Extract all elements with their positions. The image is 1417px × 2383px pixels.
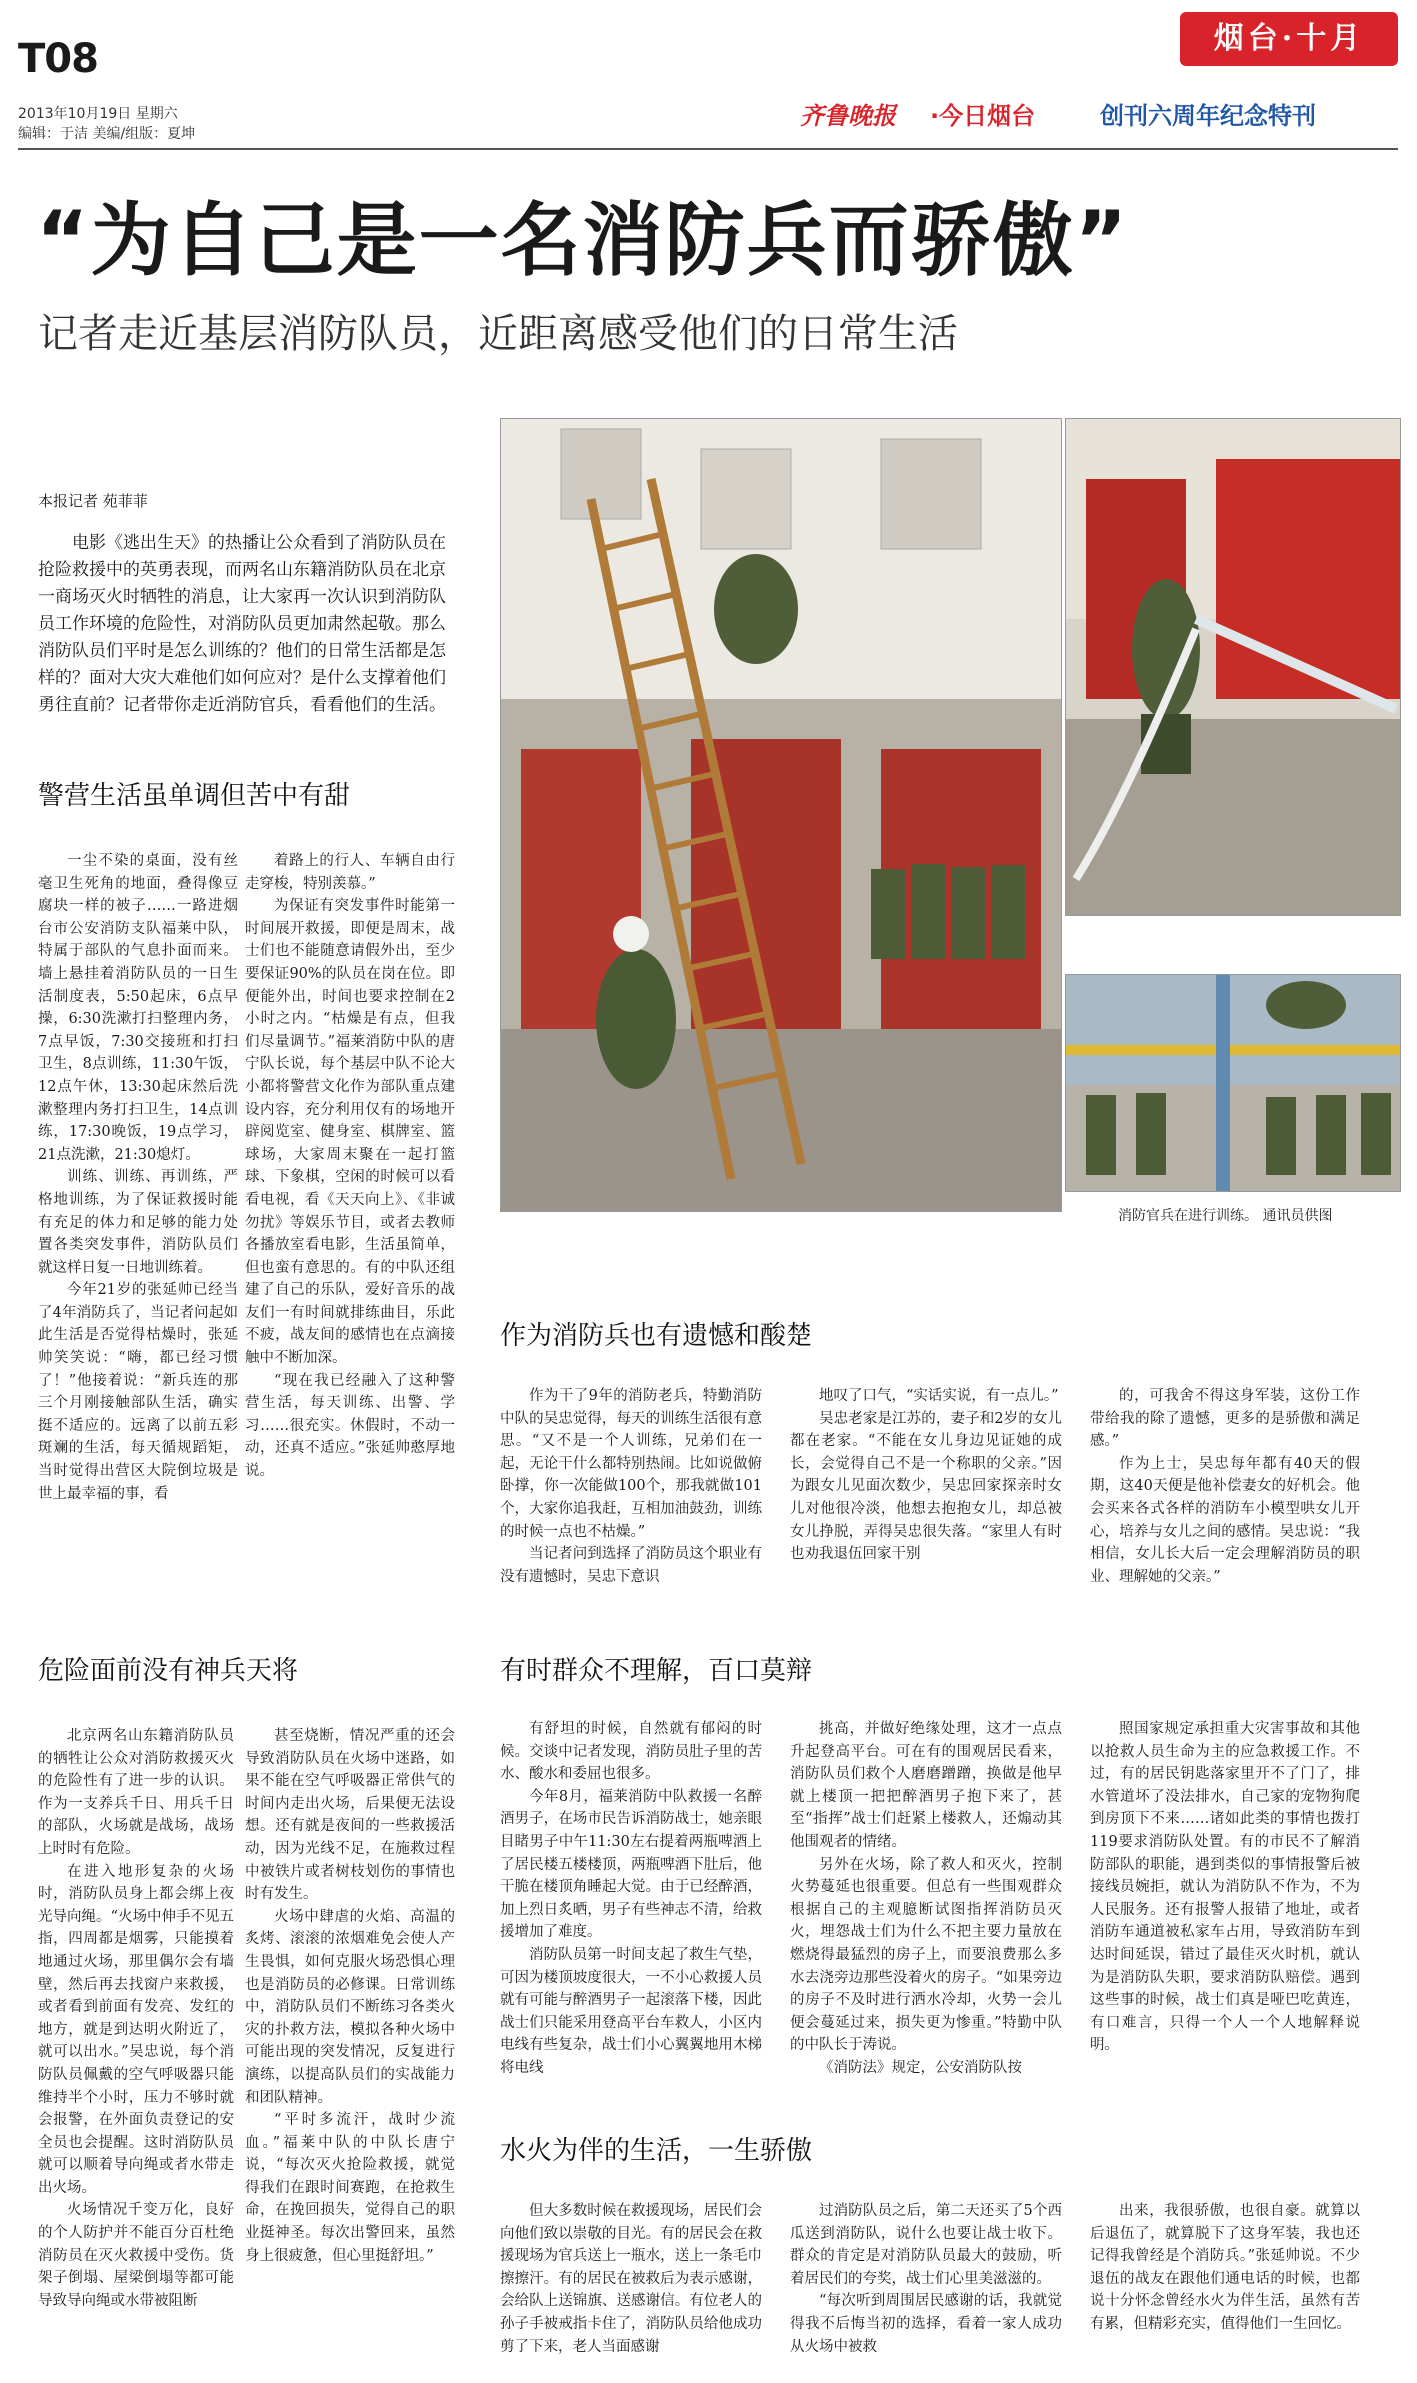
anniversary-title: 创刊六周年纪念特刊 <box>1100 102 1316 130</box>
section-1-column-1: 一尘不染的桌面，没有丝毫卫生死角的地面，叠得像豆腐块一样的被子……一路进烟台市公安消防支队福莱中队，特属于部队的气息扑面而来。墙上悬挂着消防队员的一日生活制度表，5:50起床，6点早操，6:30洗漱打扫整理内务，7点早饭，7:30交接班和打扫卫生，8点训练，11:30午饭，12点午休，13:30起床然后洗漱整理内务打扫卫生，14点训练，17:30晚饭，19点学习，21点洗漱，21:30熄灯。 训练、训练、再训练，严格地训练，为了保证救援时能有充足的体力和足够的能力处置各类突发事件，消防队员们就这样日复一日地训练着。 今年21岁的张延帅已经当了4年消防兵了，当记者问起如此生活是否觉得枯燥时，张延帅笑笑说：“嗨，都已经习惯了！”他接着说：“新兵连的那三个月刚接触部队生活，确实挺不适应的。远离了以前五彩斑斓的生活，每天循规蹈矩，当时觉得出营区大院倒垃圾是世上最幸福的事，看 <box>38 853 238 1502</box>
photo-caption: 消防官兵在进行训练。 通讯员供图 <box>1118 1208 1333 1224</box>
section-2-column-3: 的，可我舍不得这身军装，这份工作带给我的除了遗憾，更多的是骄傲和满足感。” 作为上士，吴忠每年都有40天的假期，这40天便是他补偿妻女的好机会。他会买来各式各样的消防车小模型哄女儿开心，培养与女儿之间的感情。吴忠说：“我相信，女儿长大后一定会理解消防员的职业、理解她的父亲。” <box>1090 1388 1360 1585</box>
section-2-column-2: 地叹了口气，“实话实说，有一点儿。” 吴忠老家是江苏的，妻子和2岁的女儿都在老家。“不能在女儿身边见证她的成长，会觉得自己不是一个称职的父亲。”因为跟女儿见面次数少，吴忠回家探亲时女儿对他很冷淡，他想去抱抱女儿，却总被女儿挣脱，弄得吴忠很失落。“家里人有时也劝我退伍回家干别 <box>790 1388 1062 1563</box>
header-rule <box>18 148 1398 150</box>
section-1-column-2: 着路上的行人、车辆自由行走穿梭，特别羡慕。” 为保证有突发事件时能第一时间展开救援，即便是周末，战士们也不能随意请假外出，至少要保证90%的队员在岗在位。即便能外出，时间也要求控制在2小时之内。“枯燥是有点，但我们尽量调节。”福莱消防中队的唐宁队长说，每个基层中队不论大小都将警营文化作为部队重点建设内容，充分利用仅有的场地开辟阅览室、健身室、棋牌室、篮球场，大家周末聚在一起打篮球、下象棋，空闲的时候可以看看电视，看《天天向上》、《非诚勿扰》等娱乐节目，或者去教师各播放室看电影，生活虽简单，但也蛮有意思的。有的中队还组建了自己的乐队，爱好音乐的战友们一有时间就排练曲目，乐此不疲，战友间的感情也在点滴接触中不断加深。 “现在我已经融入了这种警营生活，每天训练、出警、学习……很充实。休假时，不动一动，还真不适应。”张延帅憨厚地说。 <box>245 853 455 1480</box>
section-5-column-1: 但大多数时候在救援现场，居民们会向他们致以崇敬的目光。有的居民会在救援现场为官兵送上一瓶水，送上一条毛巾擦擦汗。有的居民在被救后为表示感谢，会给队上送锦旗、送感谢信。有位老人的孙子手被戒指卡住了，消防队员给他成功剪了下来，老人当面感谢 <box>500 2203 762 2355</box>
headline: “为自己是一名消防兵而骄傲” <box>36 194 1130 287</box>
brand-wanbao: 齐鲁晚报 <box>800 101 896 130</box>
section-title-3: 危险面前没有神兵天将 <box>38 1656 299 1686</box>
intro-paragraph: 电影《逃出生天》的热播让公众看到了消防队员在抢险救援中的英勇表现，而两名山东籍消防队员在北京一商场灭火时牺牲的消息，让大家再一次认识到消防队员工作环境的危险性，对消防队员更加肃然起敬。那么消防队员们平时是怎么训练的？他们的日常生活都是怎样的？面对大灾大难他们如何应对？是什么支撑着他们勇往直前？记者带你走近消防官兵，看看他们的生活。 <box>38 533 446 715</box>
photo-hose-training <box>1065 418 1401 916</box>
date-line: 2013年10月19日 星期六 <box>18 106 178 122</box>
subheadline: 记者走近基层消防队员，近距离感受他们的日常生活 <box>38 311 958 357</box>
section-3-column-1: 北京两名山东籍消防队员的牺牲让公众对消防救援灭火的危险性有了进一步的认识。作为一支养兵千日、用兵千日的部队，火场就是战场，战场上时时有危险。 在进入地形复杂的火场时，消防队员身上都会绑上夜光导向绳。“火场中伸手不见五指，四周都是烟雾，只能摸着地通过火场，那里偶尔会有墙壁，然后再去找窗户来救援，或者看到前面有发亮、发红的地方，就是到达明火附近了，就可以出水。”吴忠说，每个消防队员佩戴的空气呼吸器只能维持半个小时，压力不够时就会报警，在外面负责登记的安全员也会提醒。这时消防队员就可以顺着导向绳或者水带走出火场。 火场情况千变万化，良好的个人防护并不能百分百杜绝消防员在灭火救援中受伤。货架子倒塌、屋梁倒塌等都可能导致导向绳或水带被阻断 <box>38 1728 234 2309</box>
photo-bar-training <box>1065 974 1401 1192</box>
section-title-2: 作为消防兵也有遗憾和酸楚 <box>500 1321 813 1351</box>
page-number: T08 <box>18 36 98 82</box>
brand-jinri: ·今日烟台 <box>930 102 1036 130</box>
byline: 本报记者 苑菲菲 <box>38 492 148 510</box>
section-4-column-1: 有舒坦的时候，自然就有郁闷的时候。交谈中记者发现，消防员肚子里的苦水、酸水和委屈也很多。 今年8月，福莱消防中队救援一名醉酒男子，在场市民告诉消防战士，她亲眼目睹男子中午11:30左右提着两瓶啤酒上了居民楼五楼楼顶，两瓶啤酒下肚后，他干脆在楼顶角睡起大觉。由于已经醉酒，加上烈日炙晒，男子有些神志不清，给救援增加了难度。 消防队员第一时间支起了救生气垫，可因为楼顶坡度很大，一不小心救援人员就有可能与醉酒男子一起滚落下楼，因此战士们只能采用登高平台车救人，小区内电线有些复杂，战士们小心翼翼地用木梯将电线 <box>500 1721 762 2076</box>
section-2-column-1: 作为干了9年的消防老兵，特勤消防中队的吴忠觉得，每天的训练生活很有意思。“又不是一个人训练，兄弟们在一起，无论干什么都特别热闹。比如说做俯卧撑，你一次能做100个，那我就做101个，大家你追我赶，互相加油鼓劲，训练的时候一点也不枯燥。” 当记者问到选择了消防员这个职业有没有遗憾时，吴忠下意识 <box>500 1388 762 1585</box>
section-title-4: 有时群众不理解，百口莫辩 <box>500 1656 813 1686</box>
section-5-column-3: 出来，我很骄傲，也很自豪。就算以后退伍了，就算脱下了这身军装，我也还记得我曾经是个消防兵。”张延帅说。不少退伍的战友在跟他们通电话的时候，也都说十分怀念曾经水火为伴生活，虽然有苦有累，但精彩充实，值得他们一生回忆。 <box>1090 2203 1360 2332</box>
editor-line: 编辑：于洁 美编/组版：夏坤 <box>18 126 196 142</box>
photo-ladder-training <box>500 418 1062 1212</box>
section-4-column-2: 挑高，并做好绝缘处理，这才一点点升起登高平台。可在有的围观居民看来，消防队员们救个人磨磨蹭蹭，换做是他早就上楼顶一把把醉酒男子抱下来了，甚至“指挥”战士们赶紧上楼救人，还煽动其他围观者的情绪。 另外在火场，除了救人和灭火，控制火势蔓延也很重要。但总有一些围观群众根据自己的主观臆断试图指挥消防员灭火，埋怨战士们为什么不把主要力量放在燃烧得最猛烈的房子上，而要浪费那么多水去浇旁边那些没着火的房子。“如果旁边的房子不及时进行洒水冷却，火势一会儿便会蔓延过来，损失更为惨重。”特勤中队的中队长于涛说。 《消防法》规定，公安消防队按 <box>790 1721 1062 2076</box>
section-4-column-3: 照国家规定承担重大灾害事故和其他以抢救人员生命为主的应急救援工作。不过，有的居民钥匙落家里开不了门了，排水管道坏了没法排水，自己家的宠物狗爬到房顶下不来……诸如此类的事情也拨打119要求消防队处置。有的市民不了解消防部队的职能，遇到类似的事情报警后被接线员婉拒，就认为消防队不作为，不为人民服务。还有报警人报错了地址，或者消防车通道被私家车占用，导致消防车到达时间延误，错过了最佳灭火时机，就认为是消防队失职，要求消防队赔偿。遇到这些事的时候，战士们真是哑巴吃黄连，有口难言，只得一个人一个人地解释说明。 <box>1090 1721 1360 2054</box>
brand-stamp: 烟台·十月 <box>1180 12 1398 66</box>
section-5-column-2: 过消防队员之后，第二天还买了5个西瓜送到消防队，说什么也要让战士收下。群众的肯定是对消防队员最大的鼓励，听着居民们的夸奖，战士们心里美滋滋的。 “每次听到周围居民感谢的话，我就觉得我不后悔当初的选择，看着一家人成功从火场中被救 <box>790 2203 1062 2355</box>
section-3-column-2: 甚至烧断，情况严重的还会导致消防队员在火场中迷路，如果不能在空气呼吸器正常供气的时间内走出火场，后果便无法设想。还有就是夜间的一些救援活动，因为光线不足，在施救过程中被铁片或者树枝划伤的事情也时有发生。 火场中肆虐的火焰、高温的炙烤、滚滚的浓烟难免会使人产生畏惧，如何克服火场恐惧心理也是消防员的必修课。日常训练中，消防队员们不断练习各类火灾的扑救方法，模拟各种火场中可能出现的突发情况，反复进行演练，以提高队员们的实战能力和团队精神。 “平时多流汗，战时少流血。”福莱中队的中队长唐宁说，“每次灭火抢险救援，就觉得我们在跟时间赛跑，在抢救生命，在挽回损失，觉得自己的职业挺神圣。每次出警回来，虽然身上很疲惫，但心里挺舒坦。” <box>245 1728 455 2264</box>
section-title-5: 水火为伴的生活，一生骄傲 <box>500 2136 813 2166</box>
section-title-1: 警营生活虽单调但苦中有甜 <box>38 781 351 811</box>
